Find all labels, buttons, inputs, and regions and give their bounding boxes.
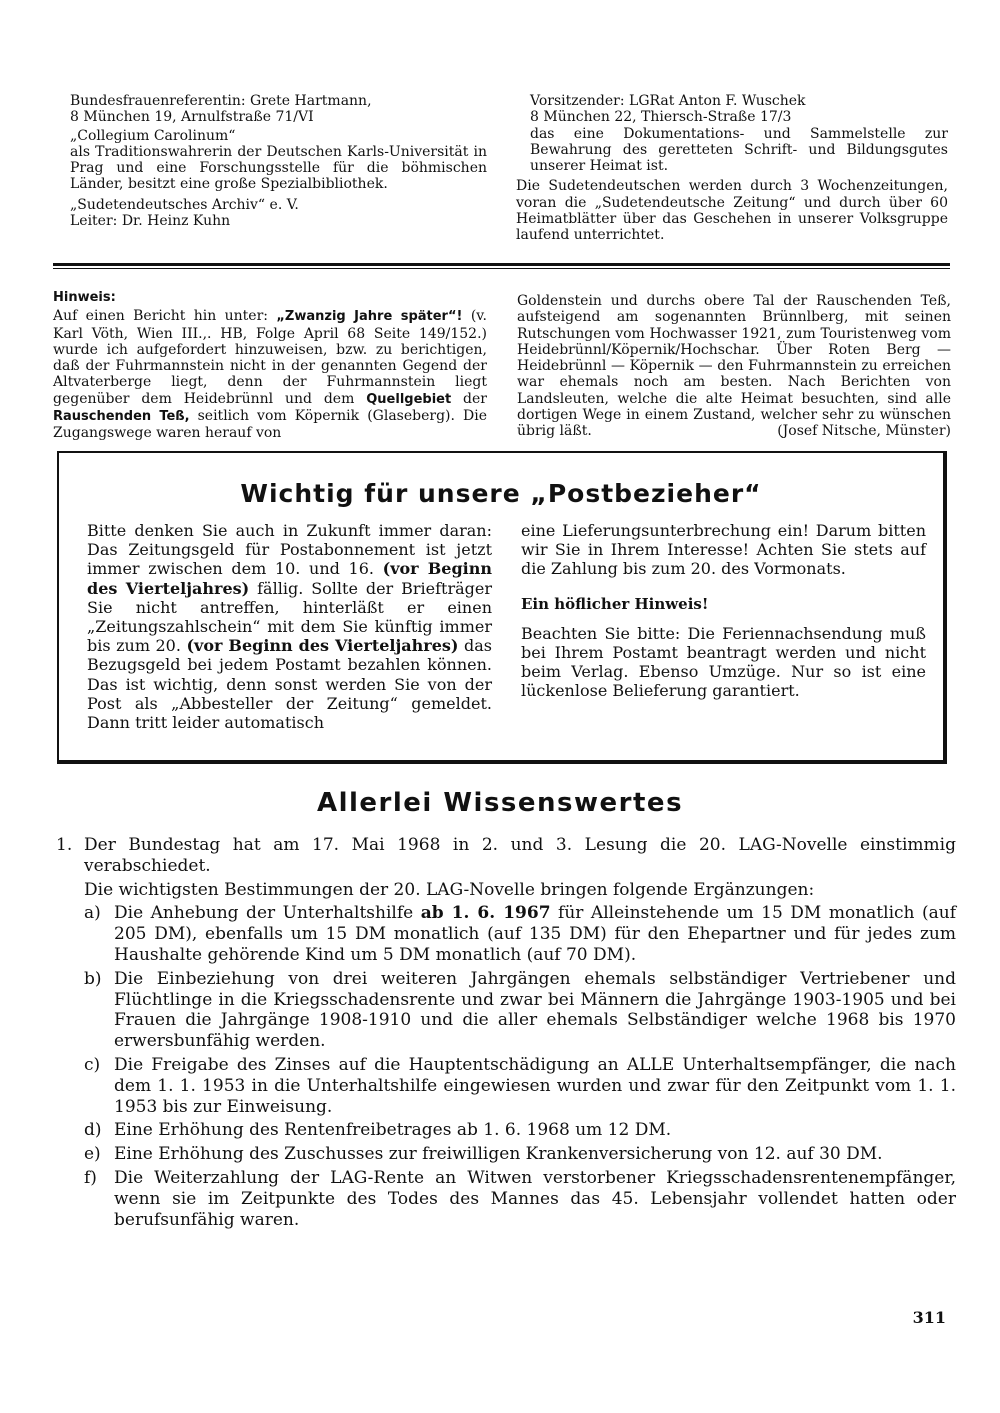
box-left-column (87, 521, 492, 732)
item-text: Der Bundestag hat am 17. Mai 1968 in 2. und 3. Lesung die 20. LAG-Novelle einstimmig verabschiedet. (84, 835, 956, 876)
box-title: Wichtig für unsere „Postbezieher“ (240, 479, 762, 508)
list-item (56, 835, 956, 877)
box-subheading: Ein höflicher Hinweis! (521, 594, 709, 613)
item-text: Die Einbeziehung von drei weiteren Jahrgängen ehemals selbständiger Vertriebener und Flüchtlinge in die Kriegsschadensrente und zwar bei Männern die Jahrgänge 1903-1905 und bei Frauen die Jahrgänge 1908-1910 und die aller ehemals Selbständiger welche 1968 bis 1970 erwersbunfähig werden. (114, 968, 956, 1052)
item-letter: b) (84, 968, 102, 989)
signature: (Josef Nitsche, Münster) (777, 423, 951, 440)
bold-run: (vor Beginn des Vierteljahres) (87, 559, 492, 598)
box-left-paragraph (87, 521, 492, 732)
list-item (56, 1055, 956, 1117)
box-right-paragraph: eine Lieferungsunterbrechung ein! Darum bitten wir Sie in Ihrem Interesse! Achten Sie stets auf die Zahlung bis zum 20. des Vormonats. (521, 521, 926, 579)
top-right-column (516, 93, 948, 244)
bold-run: Rauschenden Teß, (53, 409, 190, 425)
box-right-column (521, 521, 926, 701)
text-line: 8 München 22, Thiersch-Straße 17/3 (530, 109, 792, 126)
hinweis-paragraph (53, 308, 487, 441)
page-number: 311 (912, 1308, 946, 1327)
text-run: Bitte denken Sie auch in Zukunft immer daran: Das Zeitungsgeld für Postabonnement ist jetzt immer zwischen dem 10. und 16. (87, 521, 492, 579)
text-run: Goldenstein und durchs obere Tal der Rauschenden Teß, aufsteigend am sogenannten Brünnlberg, mit seinen Rutschungen vom Hochwasser 1921, zum Touristenweg vom Heidebrünnl/Köpernik/Hochschar. Über Roten Berg — Heidebrünnl — Köpernik — den Fuhrmannstein zu erreichen war ehemals noch am besten. Nach Berichten von Landsleuten, welche die alte Heimat besuchten, sind alle dortigen Wege in einem Zustand, welcher sehr zu wünschen übrig läßt. (517, 293, 951, 440)
bold-run: (vor Beginn des Vierteljahres) (186, 636, 459, 656)
info-list (56, 835, 956, 1230)
item-text (114, 903, 956, 965)
separator-rule-thin (53, 268, 950, 269)
notice-box (57, 451, 947, 764)
list-item (56, 1120, 956, 1141)
list-item (56, 1144, 956, 1165)
item-letter: e) (84, 1144, 101, 1165)
text-line: Bundesfrauenreferentin: Grete Hartmann, (70, 93, 372, 109)
item-text: Eine Erhöhung des Zuschusses zur freiwilligen Krankenversicherung von 12. auf 30 DM. (114, 1144, 883, 1165)
item-text: Die Weiterzahlung der LAG-Rente an Witwen verstorbener Kriegsschadensrentenempfänger, wenn sie im Zeitpunkte des Todes des Mannes das 45. Lebensjahr vollendet hatten oder berufsunfähig waren. (114, 1167, 956, 1230)
text-run: Die Anhebung der Unterhaltshilfe (114, 903, 421, 924)
list-intro (56, 880, 956, 901)
list-item (56, 903, 956, 965)
text-line: Leiter: Dr. Heinz Kuhn (70, 213, 231, 230)
item-text: Die Freigabe des Zinses auf die Hauptentschädigung an ALLE Unterhaltsempfänger, die nach dem 1. 1. 1953 in die Unterhaltshilfe eingewiesen wurden und zwar für den Zeitpunkt vom 1. 1. 1953 bis zur Einweisung. (114, 1054, 956, 1117)
list-item (56, 1168, 956, 1230)
text-run: (v. Karl Vöth, Wien III.,. HB, Folge April 68 Seite 149/152.) wurde ich aufgefordert hinzuweisen, bzw. zu berichtigen, daß der Fuhrmannstein nicht in der genannten Gegend der Altvaterberge liegt, denn der Fuhrmannstein liegt gegenüber dem Heidebrünnl und dem (53, 308, 487, 407)
list-item (56, 969, 956, 1052)
text-line: 8 München 19, Arnulfstraße 71/VI (70, 109, 314, 126)
text-paragraph: als Traditionswahrerin der Deutschen Karls-Universität in Prag und eine Forschungsstelle für die böhmischen Länder, besitzt eine große Spezialbibliothek. (70, 143, 487, 193)
text-line: „Collegium Carolinum“ (70, 127, 236, 144)
item-letter: d) (84, 1120, 102, 1141)
bold-run: ab 1. 6. 1967 (420, 903, 551, 924)
item-number: 1. (56, 835, 73, 855)
item-letter: c) (84, 1054, 101, 1075)
text-run: Auf einen Bericht hin unter: (53, 308, 277, 325)
item-letter: f) (84, 1167, 97, 1188)
item-letter: a) (84, 903, 101, 924)
text-run: fällig. Sollte der Briefträger Sie nicht antreffen, hinterläßt er einen „Zeitungszahlschein“ mit dem Sie künftig immer bis zum 20. (87, 578, 492, 656)
text-paragraph: das eine Dokumentations- und Sammelstelle zur Bewahrung des geretteten Schrift- und Bildungsgutes unserer Heimat ist. (530, 125, 948, 175)
hinweis-continuation (517, 293, 951, 440)
bold-run: „Zwanzig Jahre später“! (276, 309, 463, 325)
text-run: das Bezugsgeld bei jedem Postamt bezahlen können. Das ist wichtig, denn sonst werden Sie von der Post als „Abbesteller der Zeitung“ gemeldet. Dann tritt leider automatisch (87, 636, 493, 733)
item-text: Eine Erhöhung des Rentenfreibetrages ab 1. 6. 1968 um 12 DM. (114, 1120, 672, 1141)
intro-text: Die wichtigsten Bestimmungen der 20. LAG-Novelle bringen folgende Ergänzungen: (84, 879, 815, 900)
box-right-paragraph-2: Beachten Sie bitte: Die Feriennachsendung muß bei Ihrem Postamt beantragt werden und nicht beim Verlag. Ebenso Umzüge. Nur so ist eine lückenlose Belieferung garantiert. (521, 623, 926, 701)
text-run: für Alleinstehende um 15 DM monatlich (auf 205 DM), ebenfalls um 15 DM monatlich (auf 135 DM) für den Ehepartner und für jedes zum Haushalte gehörende Kind um 5 DM monatlich (auf 70 DM). (114, 903, 956, 965)
separator-rule (53, 263, 950, 266)
text-line: „Sudetendeutsches Archiv“ e. V. (70, 196, 299, 213)
top-left-column (70, 93, 487, 229)
hinweis-right-column (517, 293, 951, 440)
text-run: seitlich vom Köpernik (Glaseberg). Die Zugangswege waren herauf von (53, 408, 487, 442)
hinweis-left-column (53, 290, 487, 442)
text-run: der (451, 390, 487, 407)
section-title: Allerlei Wissenswertes (316, 788, 684, 818)
hinweis-heading: Hinweis: (53, 290, 116, 305)
text-line: Vorsitzender: LGRat Anton F. Wuschek (530, 93, 806, 109)
bold-run: Quellgebiet (366, 391, 452, 407)
text-paragraph: Die Sudetendeutschen werden durch 3 Wochenzeitungen, voran die „Sudetendeutsche Zeitung“ und durch über 60 Heimatblätter über das Geschehen in unserer Volksgruppe laufend unterrichtet. (516, 178, 948, 244)
